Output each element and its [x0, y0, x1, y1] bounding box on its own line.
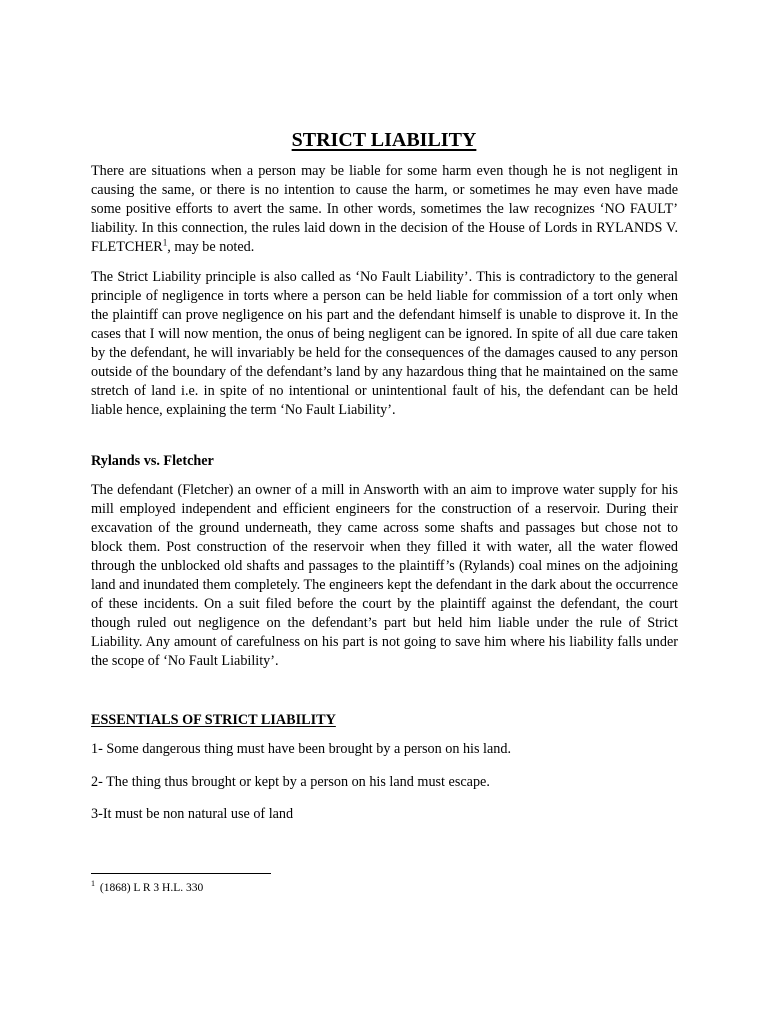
footnote-separator: [91, 873, 271, 874]
case-facts-text: The defendant (Fletcher) an owner of a mill in Answorth with an aim to improve water supply for his mill employed independent and efficient engineers for the construction of a reservoir. During their excavation of the ground underneath, they came across some shafts and passages but chose not to block them. Post construction of the reservoir when they filled it with water, all the water flowed through the unblocked old shafts and passages to the plaintiff’s (Rylands) coal mines on the adjoining land and inundated them completely. The engineers kept the defendant in the dark about the occurrence of these incidents. On a suit filed before the court by the plaintiff against the defendant, the court though ruled out negligence on the defendant’s part but held him liable under the rule of Strict Liability. Any amount of carefulness on his part is not going to save him where his liability falls under the scope of ‘No Fault Liability’.: [91, 482, 678, 669]
page-title: [0, 128, 768, 152]
section-heading-essentials: [91, 711, 678, 730]
section-heading-essentials-text: ESSENTIALS OF STRICT LIABILITY: [91, 712, 336, 728]
principle-text: The Strict Liability principle is also called as ‘No Fault Liability’. This is contradictory to the general principle of negligence in torts where a person can be held liable for commission of a tort only when the plaintiff can prove negligence on his part and the defendant himself is unable to disprove it. In the cases that I will now mention, the onus of being negligent can be ignored. In spite of all due care taken by the defendant, he will invariably be held for the consequences of the damages caused to any person outside of the boundary of the defendant’s land by any hazardous thing that he maintained on the same stretch of land i.e. in spite of no intentional or unintentional fault of his, the defendant can be held liable hence, explaining the term ‘No Fault Liability’.: [91, 269, 678, 418]
essential-item-text: 3-It must be non natural use of land: [91, 806, 294, 822]
intro-text-end: , may be noted.: [167, 239, 255, 255]
section-heading-rylands: [91, 452, 678, 471]
essential-item-text: 2- The thing thus brought or kept by a person on his land must escape.: [91, 774, 490, 790]
footnote-marker: 1: [91, 879, 95, 889]
intro-text: There are situations when a person may be liable for some harm even though he is not negligent in causing the same, or there is no intention to cause the harm, or sometimes he may even have made some positive efforts to avert the same. In other words, sometimes the law recognizes ‘NO FAULT’ liability. In this connection, the rules laid down in the decision of the House of Lords in RYLANDS V. FLETCHER: [91, 163, 678, 255]
essential-item: [91, 805, 678, 824]
essential-item: [91, 773, 678, 792]
footnote-text: (1868) L R 3 H.L. 330: [97, 882, 204, 894]
principle-paragraph: [91, 268, 678, 420]
footnote-reference[interactable]: 1: [162, 237, 168, 248]
section-heading-rylands-text: Rylands vs. Fletcher: [91, 453, 214, 469]
page-title-text: STRICT LIABILITY: [291, 129, 477, 151]
case-facts-paragraph: [91, 481, 678, 671]
essential-item: [91, 740, 678, 759]
essential-item-text: 1- Some dangerous thing must have been brought by a person on his land.: [91, 741, 512, 757]
footnote: [91, 881, 203, 896]
intro-paragraph: [91, 162, 678, 257]
